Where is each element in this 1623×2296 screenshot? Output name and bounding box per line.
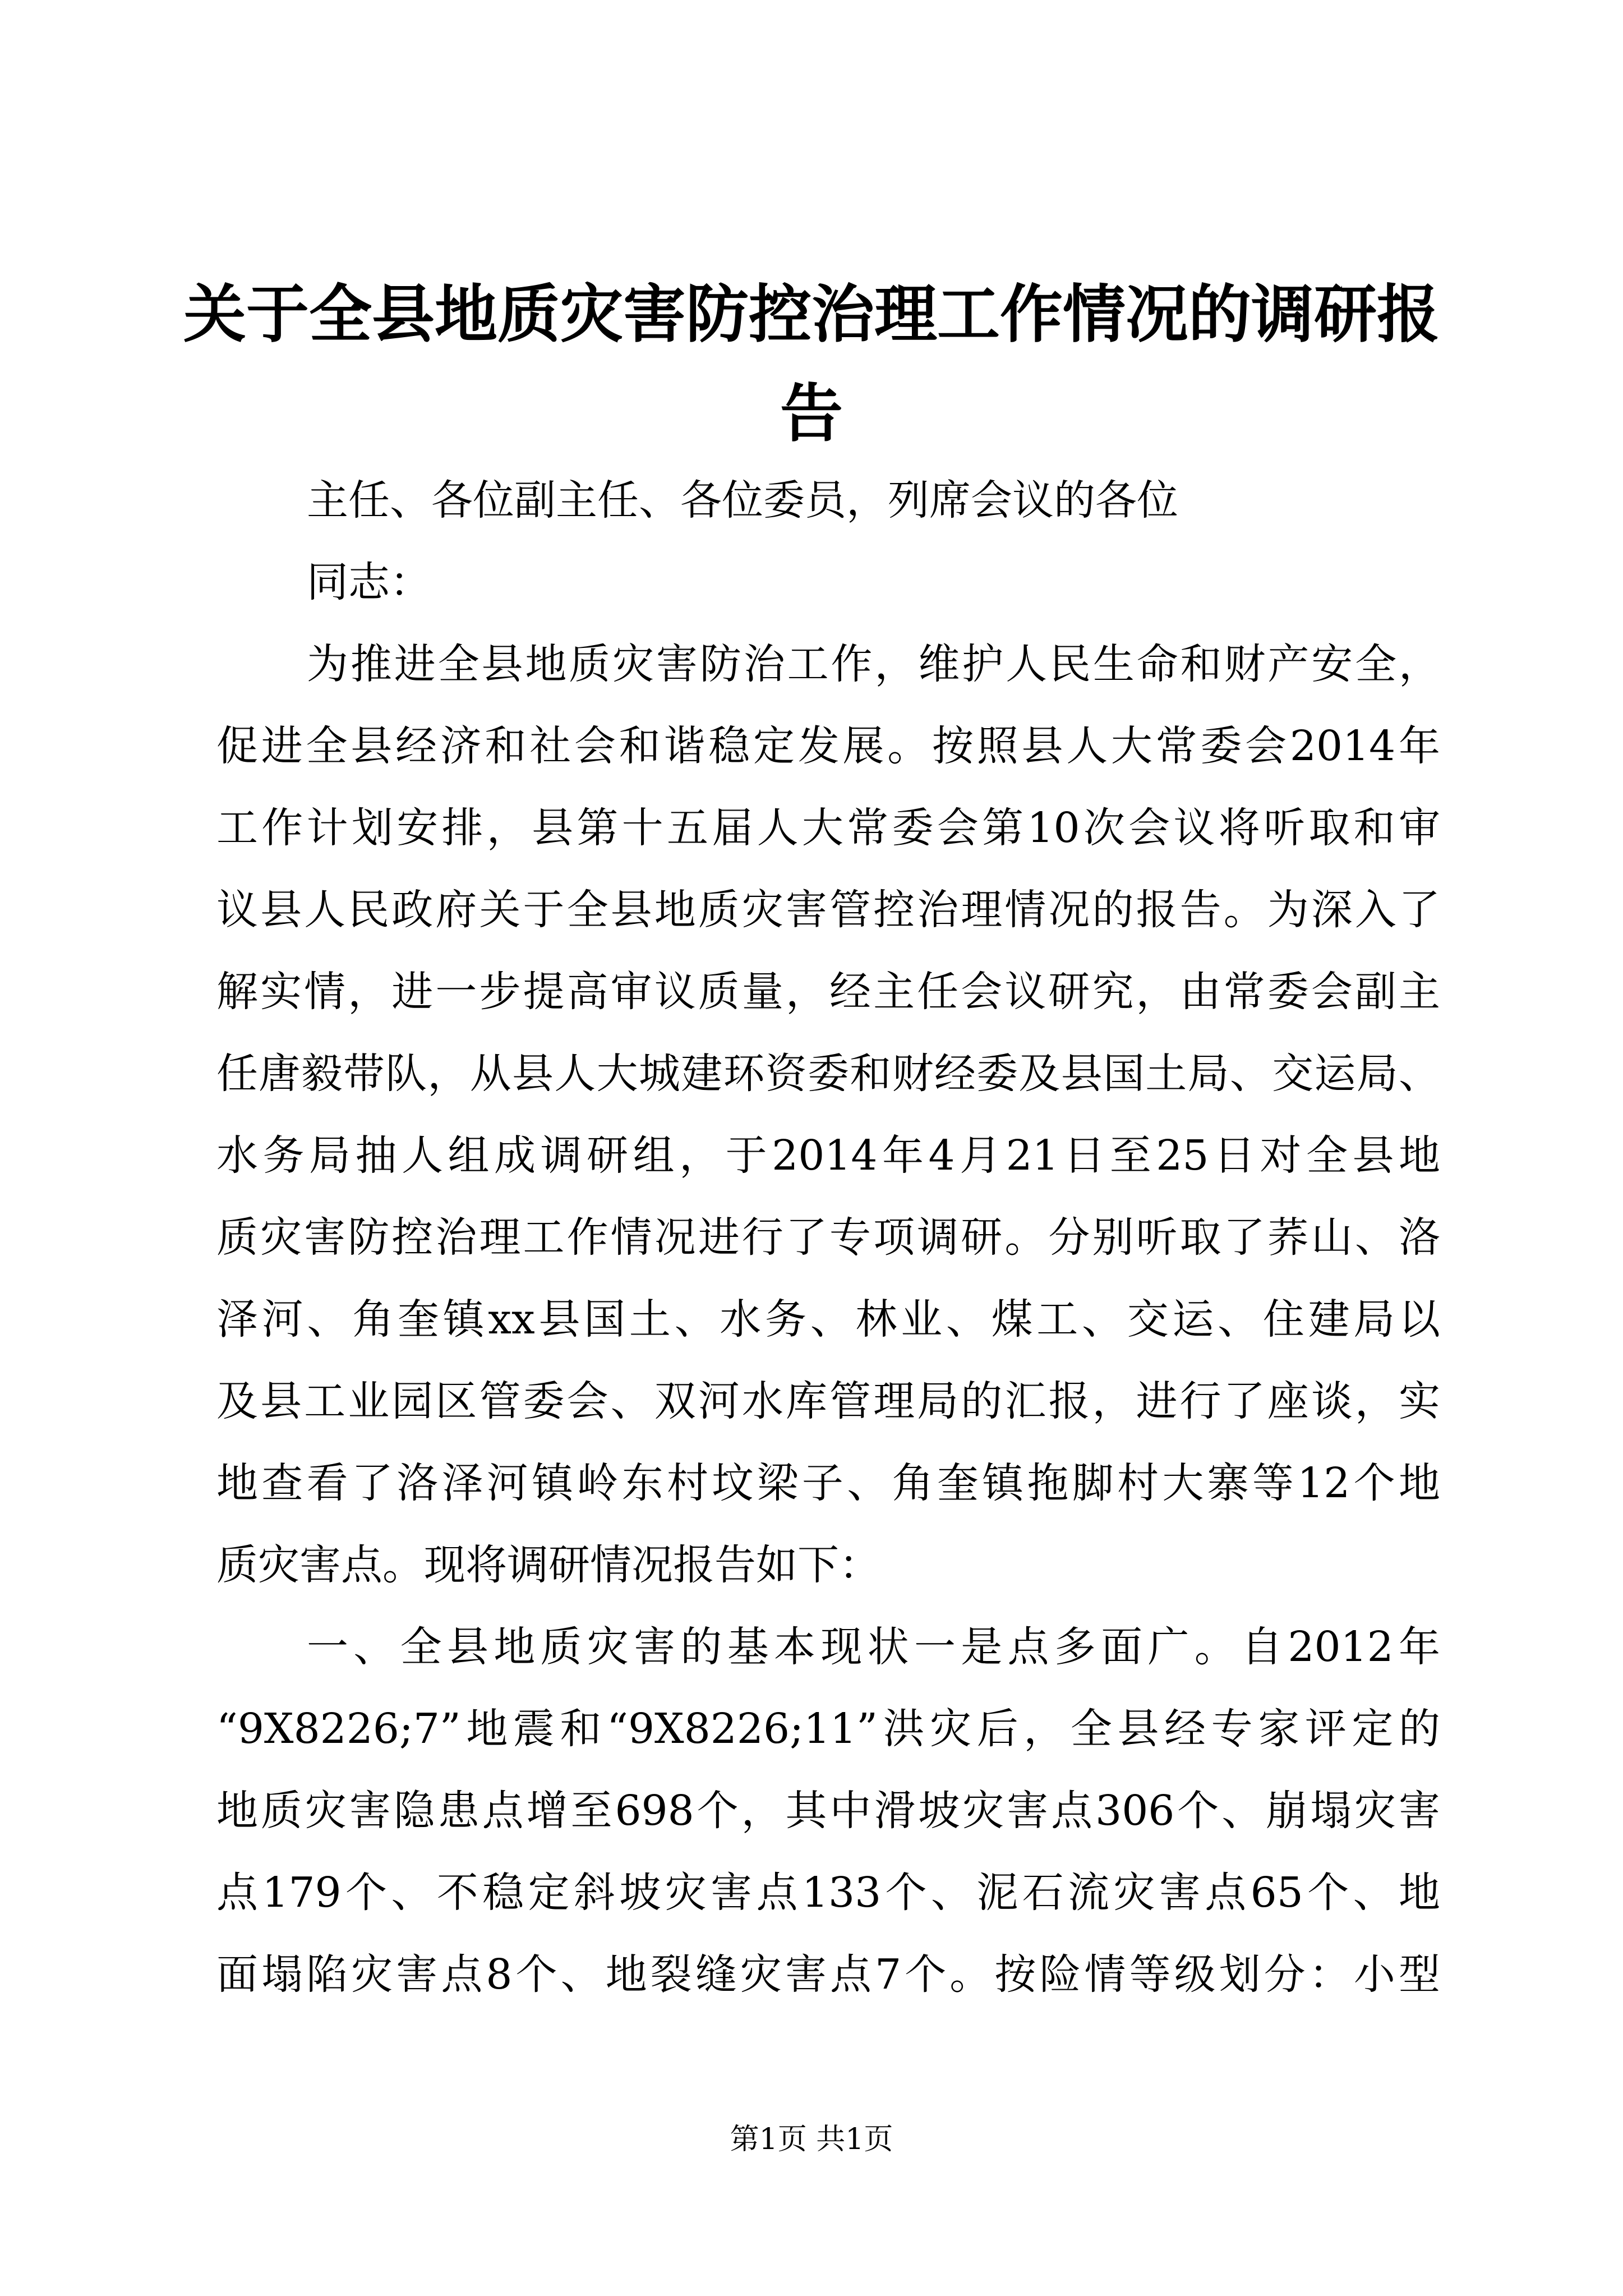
text-line: 同志： — [307, 558, 431, 606]
text-line: 地查看了洛泽河镇岭东村坟梁子、角奎镇拖脚村大寨等12个地 — [216, 1459, 1440, 1507]
text-line: 地质灾害隐患点增至698个，其中滑坡灾害点306个、崩塌灾害 — [216, 1787, 1440, 1835]
text-line: 主任、各位副主任、各位委员，列席会议的各位 — [307, 476, 1178, 524]
salutation-paragraph — [216, 541, 1440, 623]
text-line: 及县工业园区管委会、双河水库管理局的汇报，进行了座谈，实 — [216, 1377, 1440, 1425]
text-line: “9X8226;7”地震和“9X8226;11”洪灾后，全县经专家评定的 — [216, 1705, 1440, 1753]
text-line: 泽河、角奎镇xx县国土、水务、林业、煤工、交运、住建局以 — [216, 1295, 1440, 1343]
document-title: 关于全县地质灾害防控治理工作情况的调研报告 — [183, 278, 1440, 450]
page-number-footer: 第1页 共1页 — [730, 2123, 893, 2156]
salutation-paragraph — [216, 459, 1440, 541]
text-line: 工作计划安排，县第十五届人大常委会第10次会议将听取和审 — [216, 804, 1440, 852]
text-line: 面塌陷灾害点8个、地裂缝灾害点7个。按险情等级划分：小型 — [216, 1950, 1440, 1999]
text-line: 质灾害防控治理工作情况进行了专项调研。分别听取了荞山、洛 — [216, 1213, 1440, 1262]
text-line: 质灾害点。现将调研情况报告如下： — [216, 1541, 880, 1589]
text-line: 点179个、不稳定斜坡灾害点133个、泥石流灾害点65个、地 — [216, 1869, 1440, 1917]
text-line: 解实情，进一步提高审议质量，经主任会议研究，由常委会副主 — [216, 968, 1440, 1016]
text-line: 任唐毅带队，从县人大城建环资委和财经委及县国土局、交运局、 — [216, 1050, 1440, 1098]
text-line: 一、全县地质灾害的基本现状一是点多面广。自2012年 — [307, 1623, 1440, 1671]
text-line: 水务局抽人组成调研组，于2014年4月21日至25日对全县地 — [216, 1131, 1440, 1180]
document-body — [216, 459, 1440, 2016]
text-line: 议县人民政府关于全县地质灾害管控治理情况的报告。为深入了 — [216, 886, 1440, 934]
text-line: 为推进全县地质灾害防治工作，维护人民生命和财产安全， — [307, 640, 1440, 688]
intro-paragraph — [216, 623, 1440, 1606]
section-paragraph — [216, 1606, 1440, 2016]
text-line: 促进全县经济和社会和谐稳定发展。按照县人大常委会2014年 — [216, 722, 1440, 770]
